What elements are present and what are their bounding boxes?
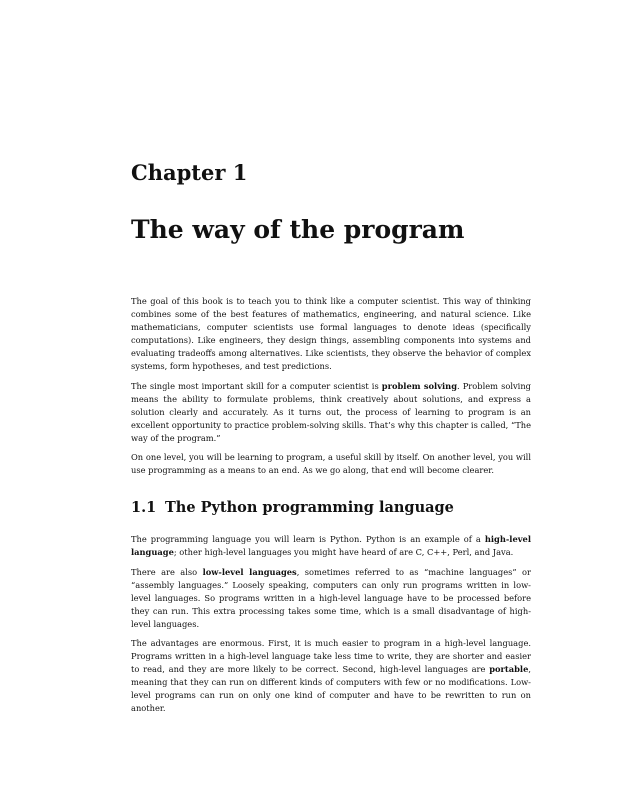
section-paragraph-3-text-a: The advantages are enormous. First, it is much easier to program in a high-level language. Programs written in a high-level language take less time to write, they are shorter and easier to read, and they are more likely to be correct. Second, high-level languages are (131, 638, 531, 674)
chapter-title: The way of the program (131, 215, 465, 244)
intro-paragraph-2-text-a: The single most important skill for a computer scientist is (131, 381, 382, 391)
section-paragraph-2 (131, 566, 531, 631)
section-paragraph-1-text-b: ; other high-level languages you might have heard of are C, C++, Perl, and Java. (173, 546, 514, 557)
term-portable: portable (489, 663, 529, 674)
intro-paragraph-2-text-b: . Problem solving means the ability to formulate problems, think creatively about solutions, and express a solution clearly and accurately. As it turns out, the process of learning to program is an excellent opportunity to practice problem-solving skills. That’s why this chapter is called, “The way of the program.” (131, 381, 531, 443)
section-number: 1.1 (131, 499, 157, 516)
term-low-level-languages: low-level languages (202, 567, 297, 577)
section-paragraph-1 (131, 533, 531, 559)
section-paragraph-2-text-b: , sometimes referred to as “machine languages” or “assembly languages.” Loosely speaking, computers can only run programs written in low-level languages. So programs written in a high-level language have to be processed before they can run. This extra processing takes some time, which is a small disadvantage of high-level languages. (131, 567, 531, 629)
intro-paragraph-3: On one level, you will be learning to program, a useful skill by itself. On another level, you will use programming as a means to an end. As we go along, that end will become clearer. (131, 452, 531, 475)
section-paragraph-2-text-a: There are also (131, 567, 203, 577)
term-problem-solving: problem solving (381, 381, 458, 391)
chapter-label: Chapter 1 (131, 160, 248, 185)
term-high-level-language: high-level language (131, 534, 531, 557)
section-paragraph-3-text-b: , meaning that they can run on different kinds of computers with few or no modifications. Low-level programs can run on only one kind of computer and have to be rewritten to run on another. (131, 663, 531, 713)
section-paragraph-3 (131, 637, 531, 714)
intro-paragraph-1: The goal of this book is to teach you to think like a computer scientist. This way of thinking combines some of the best features of mathematics, engineering, and natural science. Like mathematicians, computer scientists use formal languages to denote ideas (specifically computations). Like engineers, they design things, assembling components into systems and evaluating tradeoffs among alternatives. Like scientists, they observe the behavior of complex systems, form hypotheses, and test predictions. (131, 296, 531, 371)
section-heading (131, 499, 454, 516)
section-title: The Python programming language (165, 499, 454, 516)
intro-paragraph-2 (131, 380, 531, 445)
section-paragraph-1-text-a: The programming language you will learn is Python. Python is an example of a (131, 534, 485, 544)
